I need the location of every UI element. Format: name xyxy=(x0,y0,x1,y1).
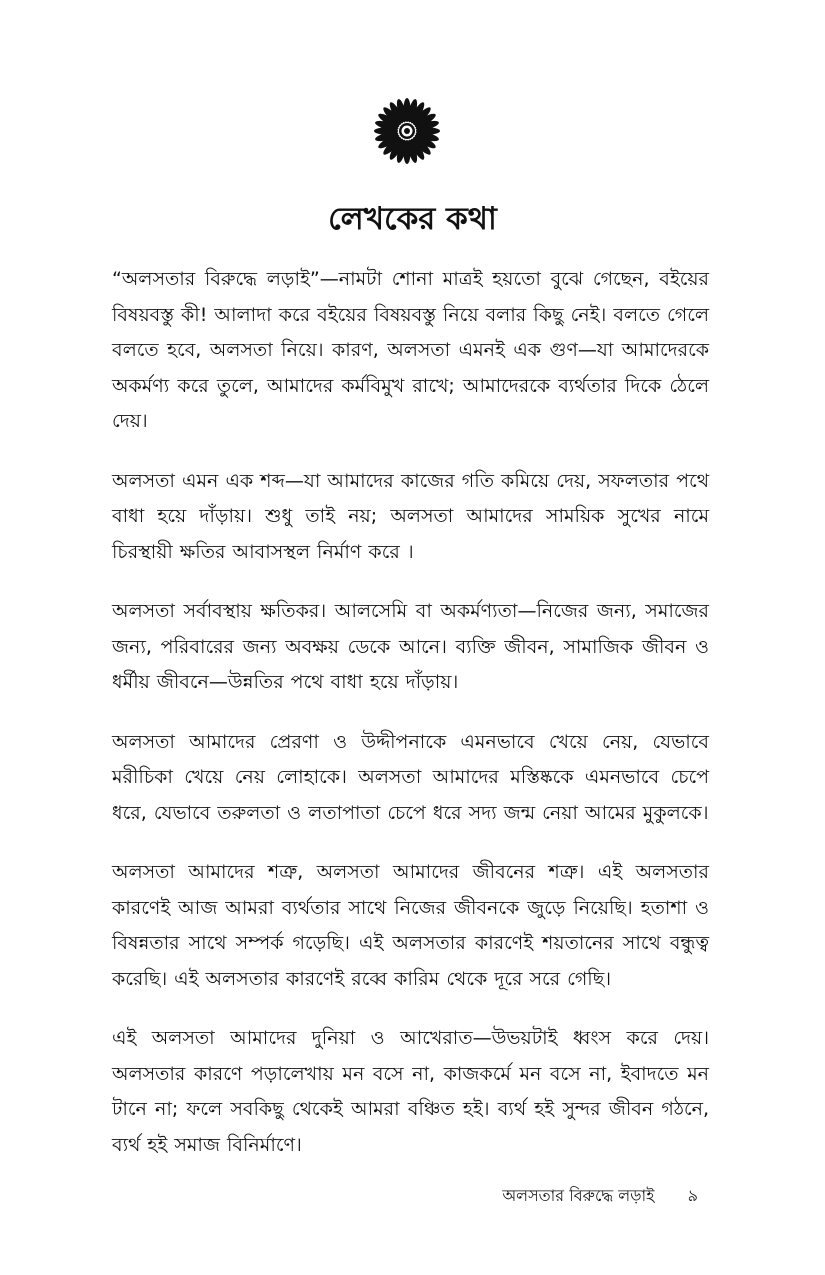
paragraph-5: অলসতা আমাদের শত্রু, অলসতা আমাদের জীবনের শত্রু। এই অলসতার কারণেই আজ আমরা ব্যর্থতার সাথে নিজের জীবনকে জুড়ে নিয়েছি। হতাশা ও বিষন্নতার সাথে সম্পর্ক গড়েছি। এই অলসতার কারণেই শয়তানের সাথে বন্ধুত্ব করেছি। এই অলসতার কারণেই রব্বে কারিম থেকে দূরে সরে গেছি। xyxy=(112,861,709,990)
page-title: লেখকের কথা xyxy=(328,201,497,237)
paragraph-6: এই অলসতা আমাদের দুনিয়া ও আখেরাত—উভয়টাই ধ্বংস করে দেয়। অলসতার কারণে পড়ালেখায় মন বসে না, কাজকর্মে মন বসে না, ইবাদতে মন টানে না; ফলে সবকিছু থেকেই আমরা বঞ্চিত হই। ব্যর্থ হই সুন্দর জীবন গঠনে, ব্যর্থ হই সমাজ বিনির্মাণে। xyxy=(112,1027,709,1156)
flower-ornament-icon xyxy=(373,97,441,165)
page-footer xyxy=(0,1184,698,1208)
body-text xyxy=(112,262,709,1187)
running-title: অলসতার বিরুদ্ধে লড়াই xyxy=(502,1186,655,1205)
paragraph-1: “অলসতার বিরুদ্ধে লড়াই”—নামটা শোনা মাত্রই হয়তো বুঝে গেছেন, বইয়ের বিষয়বস্তু কী! আলাদা করে বইয়ের বিষয়বস্তু নিয়ে বলার কিছু নেই। বলতে গেলে বলতে হবে, অলসতা নিয়ে। কারণ, অলসতা এমনই এক গুণ—যা আমাদেরকে অকর্মণ্য করে তুলে, আমাদের কর্মবিমুখ রাখে; আমাদেরকে ব্যর্থতার দিকে ঠেলে দেয়। xyxy=(112,268,709,432)
paragraph-3: অলসতা সর্বাবস্থায় ক্ষতিকর। আলসেমি বা অকর্মণ্যতা—নিজের জন্য, সমাজের জন্য, পরিবারের জন্য অবক্ষয় ডেকে আনে। ব্যক্তি জীবন, সামাজিক জীবন ও ধর্মীয় জীবনে—উন্নতির পথে বাধা হয়ে দাঁড়ায়। xyxy=(112,600,709,693)
page-number: ৯ xyxy=(687,1186,698,1205)
paragraph-4: অলসতা আমাদের প্রেরণা ও উদ্দীপনাকে এমনভাবে খেয়ে নেয়, যেভাবে মরীচিকা খেয়ে নেয় লোহাকে। অলসতা আমাদের মস্তিষ্ককে এমনভাবে চেপে ধরে, যেভাবে তরুলতা ও লতাপাতা চেপে ধরে সদ্য জন্ম নেয়া আমের মুকুলকে। xyxy=(112,730,709,824)
paragraph-2: অলসতা এমন এক শব্দ—যা আমাদের কাজের গতি কমিয়ে দেয়, সফলতার পথে বাধা হয়ে দাঁড়ায়। শুধু তাই নয়; অলসতা আমাদের সাময়িক সুখের নামে চিরস্থায়ী ক্ষতির আবাসস্থল নির্মাণ করে । xyxy=(112,469,709,563)
